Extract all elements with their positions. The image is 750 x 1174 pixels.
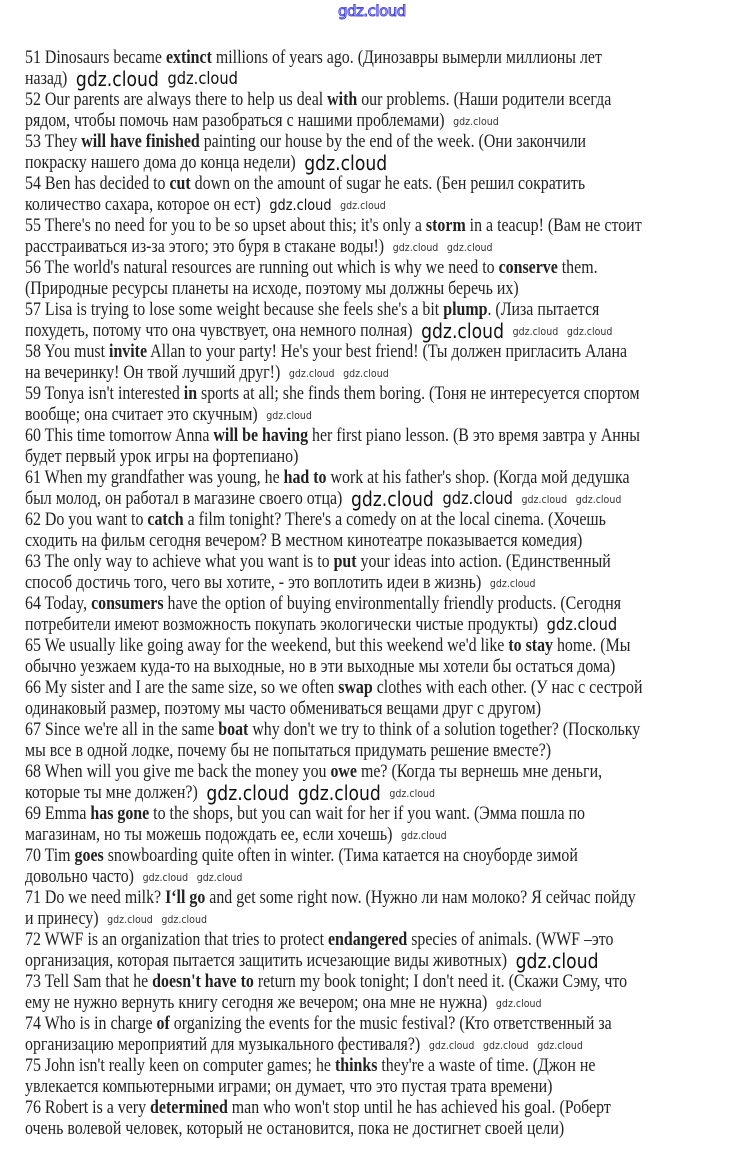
translation-text: будет первый урок игры на фортепиано) — [25, 447, 299, 467]
translation-text: количество сахара, которое он ест) — [25, 195, 261, 215]
item-number: 54 — [25, 174, 41, 194]
translation-text: способ достичь того, чего вы хотите, - это воплотить идеи в жизнь) — [25, 573, 482, 593]
watermark: gdz.cloud — [107, 913, 153, 926]
answer-item — [25, 930, 743, 972]
answer-item — [25, 972, 743, 1014]
watermark: gdz.cloud — [546, 615, 618, 635]
watermark: gdz.cloud — [442, 489, 513, 509]
watermark: gdz.cloud — [340, 199, 386, 212]
translation-text: организацию мероприятий для музыкального фестиваля?) — [25, 1035, 421, 1055]
sentence-line — [25, 300, 642, 321]
watermark: gdz.cloud — [75, 67, 159, 91]
sentence-line — [25, 552, 642, 573]
answer-item — [25, 510, 743, 552]
sentence-text: your ideas into action. (Единственный — [356, 552, 611, 572]
sentence-text: Ben has decided to — [44, 174, 170, 194]
watermark: gdz.cloud — [495, 997, 542, 1010]
item-number: 70 — [25, 846, 41, 866]
sentence-text: Since we're all in the same — [44, 720, 219, 740]
answer-word: conserve — [498, 258, 558, 278]
watermark: gdz.cloud — [521, 493, 568, 506]
item-number: 53 — [25, 132, 41, 152]
translation-text: похудеть, потому что она чувствует, она немного полная) — [25, 321, 413, 341]
translation-line — [25, 573, 642, 594]
translation-line — [25, 699, 642, 720]
translation-text: организация, которая пытается защитить исчезающие виды животных) — [25, 951, 508, 971]
sentence-text: and get some right now. (Нужно ли нам молоко? Я сейчас пойду — [205, 888, 636, 908]
sentence-text: clothes with each other. (У нас с сестрой — [372, 678, 643, 698]
sentence-text: return my book tonight; I don't need it. (Скажи Сэму, что — [253, 972, 628, 992]
watermark: gdz.cloud — [297, 781, 381, 805]
answer-word: will have finished — [81, 132, 200, 152]
translation-text: расстраиваться из-за этого; это буря в стакане воды!) — [25, 237, 385, 257]
watermark: gdz.cloud — [142, 871, 189, 884]
sentence-text: Tonya isn't interested — [44, 384, 184, 404]
sentence-text: snowboarding quite often in winter. (Тима катается на сноуборде зимой — [103, 846, 578, 866]
sentence-text: My sister and I are the same size, so we often — [44, 678, 339, 698]
answer-item — [25, 846, 743, 888]
answer-word: extinct — [165, 48, 212, 68]
sentence-text: species of animals. (WWF –это — [407, 930, 614, 950]
sentence-text: why don't we try to think of a solution together? (Поскольку — [248, 720, 641, 740]
answer-item — [25, 888, 743, 930]
sentence-line — [25, 468, 642, 489]
answer-word: endangered — [327, 930, 408, 950]
watermark: gdz.cloud — [350, 487, 434, 511]
translation-text: довольно часто) — [25, 867, 134, 887]
answer-item — [25, 804, 743, 846]
item-number: 56 — [25, 258, 41, 278]
answer-item — [25, 216, 743, 258]
answer-word: owe — [330, 762, 357, 782]
watermark: gdz.cloud — [196, 871, 243, 884]
item-number: 72 — [25, 930, 41, 950]
sentence-text: When will you give me back the money you — [44, 762, 331, 782]
watermark: gdz.cloud — [421, 319, 505, 343]
sentence-text: them. — [557, 258, 598, 278]
watermark: gdz.cloud — [161, 913, 207, 926]
watermark: gdz.cloud — [389, 787, 436, 800]
sentence-text: This time tomorrow Anna — [44, 426, 214, 446]
item-number: 52 — [25, 90, 41, 110]
translation-line — [25, 237, 642, 258]
sentence-line — [25, 384, 642, 405]
translation-text: назад) — [25, 69, 68, 89]
answer-item — [25, 1014, 743, 1056]
sentence-line — [25, 594, 642, 615]
sentence-text: Today, — [44, 594, 92, 614]
item-number: 62 — [25, 510, 41, 530]
watermark: gdz.cloud — [392, 241, 439, 254]
answer-item — [25, 90, 743, 132]
translation-line — [25, 783, 642, 804]
answer-item — [25, 594, 743, 636]
sentence-line — [25, 888, 642, 909]
answer-item — [25, 258, 743, 300]
answer-item — [25, 468, 743, 510]
translation-line — [25, 1035, 642, 1056]
answer-word: swap — [338, 678, 373, 698]
translation-line — [25, 489, 642, 510]
sentence-text: The world's natural resources are running out which is why we need to — [44, 258, 499, 278]
translation-text: увлекается компьютерными играми; он думает, что это пустая трата времени) — [25, 1077, 553, 1097]
sentence-line — [25, 132, 642, 153]
translation-line — [25, 657, 642, 678]
sentence-text: Do we need milk? — [44, 888, 166, 908]
answer-word: consumers — [91, 594, 164, 614]
answer-item — [25, 426, 743, 468]
watermark: gdz.cloud — [269, 196, 332, 214]
answer-word: plump — [443, 300, 488, 320]
sentence-line — [25, 90, 642, 111]
watermark: gdz.cloud — [343, 367, 389, 380]
sentence-text: down on the amount of sugar he eats. (Бен решил сократить — [190, 174, 586, 194]
sentence-line — [25, 636, 642, 657]
translation-line — [25, 951, 642, 972]
sentence-text: painting our house by the end of the week. (Они закончили — [199, 132, 587, 152]
sentence-text: work at his father's shop. (Когда мой дедушка — [326, 468, 630, 488]
sentence-line — [25, 804, 642, 825]
sentence-text: John isn't really keen on computer games; he — [44, 1056, 335, 1076]
translation-line — [25, 993, 642, 1014]
translation-line — [25, 909, 642, 930]
sentence-line — [25, 258, 642, 279]
translation-text: покраску нашего дома до конца недели) — [25, 153, 296, 173]
answer-word: in — [183, 384, 198, 404]
item-number: 55 — [25, 216, 41, 236]
answer-item — [25, 762, 743, 804]
sentence-text: They — [44, 132, 82, 152]
sentence-line — [25, 48, 642, 69]
answer-word: doesn't have to — [152, 972, 254, 992]
item-number: 64 — [25, 594, 41, 614]
item-number: 58 — [25, 342, 41, 362]
answer-item — [25, 1056, 743, 1098]
answer-item — [25, 342, 743, 384]
item-number: 51 — [25, 48, 41, 68]
answer-word: boat — [218, 720, 249, 740]
item-number: 61 — [25, 468, 41, 488]
answer-word: of — [156, 1014, 170, 1034]
answer-word: invite — [109, 342, 148, 362]
translation-line — [25, 741, 642, 762]
translation-text: был молод, он работал в магазине своего отца) — [25, 489, 343, 509]
sentence-line — [25, 174, 642, 195]
translation-text: и принесу) — [25, 909, 99, 929]
item-number: 57 — [25, 300, 41, 320]
sentence-text: There's no need for you to be so upset about this; it's only a — [44, 216, 426, 236]
translation-text: которые ты мне должен?) — [25, 783, 198, 803]
watermark: gdz.cloud — [428, 1039, 475, 1052]
sentence-text: millions of years ago. (Динозавры вымерли миллионы лет — [211, 48, 602, 68]
sentence-line — [25, 342, 642, 363]
watermark: gdz.cloud — [304, 151, 388, 175]
item-number: 73 — [25, 972, 41, 992]
item-number: 76 — [25, 1098, 41, 1118]
sentence-line — [25, 720, 642, 741]
translation-line — [25, 279, 642, 300]
watermark: gdz.cloud — [266, 409, 312, 422]
translation-line — [25, 195, 642, 216]
answer-word: cut — [169, 174, 191, 194]
watermark: gdz.cloud — [453, 115, 499, 128]
answer-word: had to — [283, 468, 327, 488]
translation-line — [25, 111, 642, 132]
watermark: gdz.cloud — [401, 829, 447, 842]
sentence-line — [25, 846, 642, 867]
watermark: gdz.cloud — [288, 367, 335, 380]
answer-list — [25, 48, 743, 1140]
answer-item — [25, 174, 743, 216]
sentence-text: You must — [44, 342, 110, 362]
item-number: 74 — [25, 1014, 41, 1034]
translation-line — [25, 321, 642, 342]
sentence-line — [25, 1014, 642, 1035]
sentence-text: Tell Sam that he — [44, 972, 153, 992]
translation-line — [25, 825, 642, 846]
answer-word: to stay — [508, 636, 553, 656]
translation-line — [25, 867, 642, 888]
sentence-line — [25, 972, 642, 993]
translation-text: вообще; она считает это скучным) — [25, 405, 258, 425]
translation-line — [25, 531, 642, 552]
sentence-text: her first piano lesson. (В это время завтра у Анны — [308, 426, 640, 446]
watermark: gdz.cloud — [537, 1039, 583, 1052]
item-number: 63 — [25, 552, 41, 572]
sentence-text: Tim — [44, 846, 75, 866]
sentence-text: Robert is a very — [44, 1098, 151, 1118]
item-number: 65 — [25, 636, 41, 656]
sentence-line — [25, 510, 642, 531]
answer-item — [25, 1098, 743, 1140]
translation-line — [25, 69, 642, 90]
sentence-text: Our parents are always there to help us deal — [44, 90, 328, 110]
answer-item — [25, 300, 743, 342]
answer-word: I‘ll go — [165, 888, 206, 908]
answer-item — [25, 552, 743, 594]
sentence-text: home. (Мы — [552, 636, 631, 656]
answer-item — [25, 636, 743, 678]
translation-text: мы все в одной лодке, почему бы не попытаться придумать решение вместе?) — [25, 741, 552, 761]
site-watermark-header: gdz.cloud — [338, 2, 406, 20]
sentence-text: they're a waste of time. (Джон не — [377, 1056, 596, 1076]
answer-word: thinks — [334, 1056, 378, 1076]
translation-line — [25, 1077, 642, 1098]
sentence-text: Do you want to — [44, 510, 148, 530]
sentence-line — [25, 216, 642, 237]
item-number: 68 — [25, 762, 41, 782]
translation-text: потребители имеют возможность покупать экологически чистые продукты) — [25, 615, 539, 635]
sentence-text: When my grandfather was young, he — [44, 468, 284, 488]
sentence-line — [25, 930, 642, 951]
translation-line — [25, 447, 642, 468]
sentence-line — [25, 1056, 642, 1077]
sentence-text: man who won't stop until he has achieved his goal. (Роберт — [227, 1098, 611, 1118]
watermark: gdz.cloud — [575, 493, 622, 506]
sentence-text: . (Лиза пытается — [487, 300, 600, 320]
sentence-text: We usually like going away for the weekend, but this weekend we'd like — [44, 636, 509, 656]
answer-item — [25, 678, 743, 720]
item-number: 75 — [25, 1056, 41, 1076]
answer-item — [25, 384, 743, 426]
sentence-text: our problems. (Наши родители всегда — [357, 90, 612, 110]
sentence-text: in a teacup! (Вам не стоит — [465, 216, 642, 236]
sentence-line — [25, 762, 642, 783]
sentence-text: a film tonight? There's a comedy on at the local cinema. (Хочешь — [183, 510, 606, 530]
translation-text: магазинам, но ты можешь подождать ее, если хочешь) — [25, 825, 393, 845]
sentence-text: to the shops, but you can wait for her if you want. (Эмма пошла по — [149, 804, 586, 824]
translation-line — [25, 1119, 642, 1140]
translation-text: (Природные ресурсы планеты на исходе, поэтому мы должны беречь их) — [25, 279, 519, 299]
watermark: gdz.cloud — [483, 1039, 529, 1052]
sentence-text: sports at all; she finds them boring. (Тоня не интересуется спортом — [197, 384, 640, 404]
answer-word: put — [333, 552, 357, 572]
translation-text: на вечеринку! Он твой лучший друг!) — [25, 363, 281, 383]
translation-text: одинаковый размер, поэтому мы часто обмениваться вещами друг с другом) — [25, 699, 541, 719]
translation-line — [25, 405, 642, 426]
translation-text: сходить на фильм сегодня вечером? В местном кинотеатре показывается комедия) — [25, 531, 583, 551]
sentence-text: have the option of buying environmentally friendly products. (Сегодня — [163, 594, 622, 614]
translation-line — [25, 615, 642, 636]
sentence-text: Who is in charge — [44, 1014, 157, 1034]
sentence-text: me? (Когда ты вернешь мне деньги, — [356, 762, 603, 782]
watermark: gdz.cloud — [206, 781, 290, 805]
translation-line — [25, 153, 642, 174]
sentence-text: WWF is an organization that tries to protect — [44, 930, 328, 950]
answer-word: with — [327, 90, 358, 110]
answer-word: goes — [74, 846, 104, 866]
translation-line — [25, 363, 642, 384]
watermark: gdz.cloud — [512, 325, 559, 338]
answer-word: determined — [150, 1098, 228, 1118]
watermark: gdz.cloud — [566, 325, 613, 338]
watermark: gdz.cloud — [167, 69, 238, 89]
sentence-text: The only way to achieve what you want is to — [44, 552, 334, 572]
sentence-line — [25, 426, 642, 447]
answer-word: has gone — [90, 804, 150, 824]
sentence-text: Lisa is trying to lose some weight because she feels she's a bit — [44, 300, 444, 320]
item-number: 59 — [25, 384, 41, 404]
watermark: gdz.cloud — [515, 949, 599, 973]
translation-text: очень волевой человек, который не остановится, пока не достигнет своей цели) — [25, 1119, 565, 1139]
sentence-text: Emma — [44, 804, 91, 824]
answer-word: will be having — [213, 426, 309, 446]
item-number: 67 — [25, 720, 41, 740]
answer-item — [25, 48, 743, 90]
sentence-text: Allan to your party! He's your best friend! (Ты должен пригласить Алана — [147, 342, 628, 362]
translation-text: рядом, чтобы помочь нам разобраться с нашими проблемами) — [25, 111, 445, 131]
sentence-line — [25, 1098, 642, 1119]
item-number: 60 — [25, 426, 41, 446]
item-number: 69 — [25, 804, 41, 824]
sentence-line — [25, 678, 642, 699]
answer-word: storm — [425, 216, 466, 236]
translation-text: обычно уезжаем куда-то на выходные, но в эти выходные мы хотели бы остаться дома) — [25, 657, 616, 677]
answer-word: catch — [147, 510, 184, 530]
watermark: gdz.cloud — [489, 577, 536, 590]
translation-text: ему не нужно вернуть книгу сегодня же вечером; она мне не нужна) — [25, 993, 488, 1013]
item-number: 66 — [25, 678, 41, 698]
watermark: gdz.cloud — [446, 241, 493, 254]
answer-item — [25, 132, 743, 174]
sentence-text: Dinosaurs became — [44, 48, 166, 68]
item-number: 71 — [25, 888, 41, 908]
answer-item — [25, 720, 743, 762]
sentence-text: organizing the events for the music festival? (Кто ответственный за — [169, 1014, 612, 1034]
